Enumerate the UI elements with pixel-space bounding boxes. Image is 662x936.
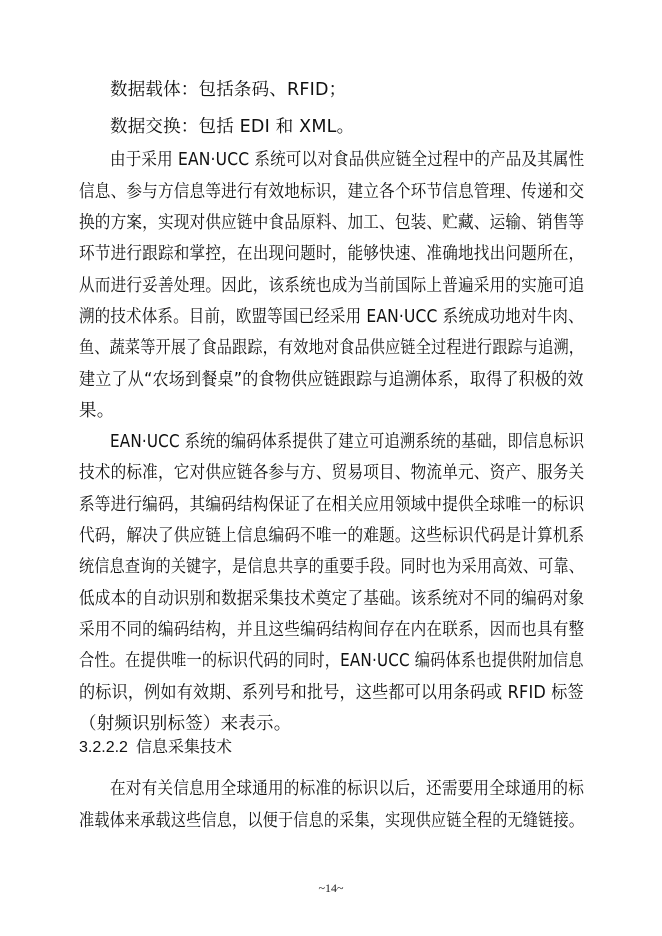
text-line: 换的方案，实现对供应链中食品原料、加工、包装、贮藏、运输、销售等	[79, 213, 585, 233]
text-line: 的标识，例如有效期、系列号和批号，这些都可以用条码或 RFID 标签	[79, 683, 584, 703]
text-line: 信息、参与方信息等进行有效地标识，建立各个环节信息管理、传递和交	[79, 182, 585, 202]
text-line: 果。	[79, 401, 115, 421]
text-line: （射频识别标签）来表示。	[79, 714, 292, 734]
section-number: 3.2.2.2	[79, 739, 128, 756]
text-line: 准载体来承载这些信息，以便于信息的采集，实现供应链全程的无缝链接。	[79, 811, 585, 831]
text-line: 由于采用 EAN·UCC 系统可以对食品供应链全过程中的产品及其属性	[110, 150, 585, 170]
text-line: 数据载体：包括条码、RFID；	[110, 80, 347, 100]
text-line: 系等进行编码，其编码结构保证了在相关应用领域中提供全球唯一的标识	[79, 495, 585, 515]
section-heading	[79, 735, 232, 760]
text-line: 环节进行跟踪和掌控，在出现问题时，能够快速、准确地找出问题所在，	[79, 244, 585, 264]
text-line: 技术的标准，它对供应链各参与方、贸易项目、物流单元、资产、服务关	[79, 463, 585, 483]
text-line: 合性。在提供唯一的标识代码的同时，EAN·UCC 编码体系也提供附加信息	[79, 651, 584, 671]
text-line: EAN·UCC 系统的编码体系提供了建立可追溯系统的基础，即信息标识	[110, 432, 585, 452]
text-line: 数据交换：包括 EDI 和 XML。	[110, 117, 355, 137]
text-line: 建立了从“农场到餐桌”的食物供应链跟踪与追溯体系，取得了积极的效	[79, 370, 584, 390]
text-line: 采用不同的编码结构，并且这些编码结构间存在内在联系，因而也具有整	[79, 620, 585, 640]
text-line: 低成本的自动识别和数据采集技术奠定了基础。该系统对不同的编码对象	[79, 589, 585, 609]
text-line: 鱼、蔬菜等开展了食品跟踪，有效地对食品供应链全过程进行跟踪与追溯，	[79, 338, 585, 358]
text-line: 溯的技术体系。目前，欧盟等国已经采用 EAN·UCC 系统成功地对牛肉、	[79, 307, 584, 327]
text-line: 从而进行妥善处理。因此，该系统也成为当前国际上普遍采用的实施可追	[79, 276, 585, 296]
text-line: 统信息查询的关键字，是信息共享的重要手段。同时也为采用高效、可靠、	[79, 557, 585, 577]
text-line: 在对有关信息用全球通用的标准的标识以后，还需要用全球通用的标	[110, 779, 585, 799]
section-title: 信息采集技术	[135, 737, 232, 756]
page-number: ~14~	[318, 881, 344, 895]
text-line: 代码，解决了供应链上信息编码不唯一的难题。这些标识代码是计算机系	[79, 526, 585, 546]
